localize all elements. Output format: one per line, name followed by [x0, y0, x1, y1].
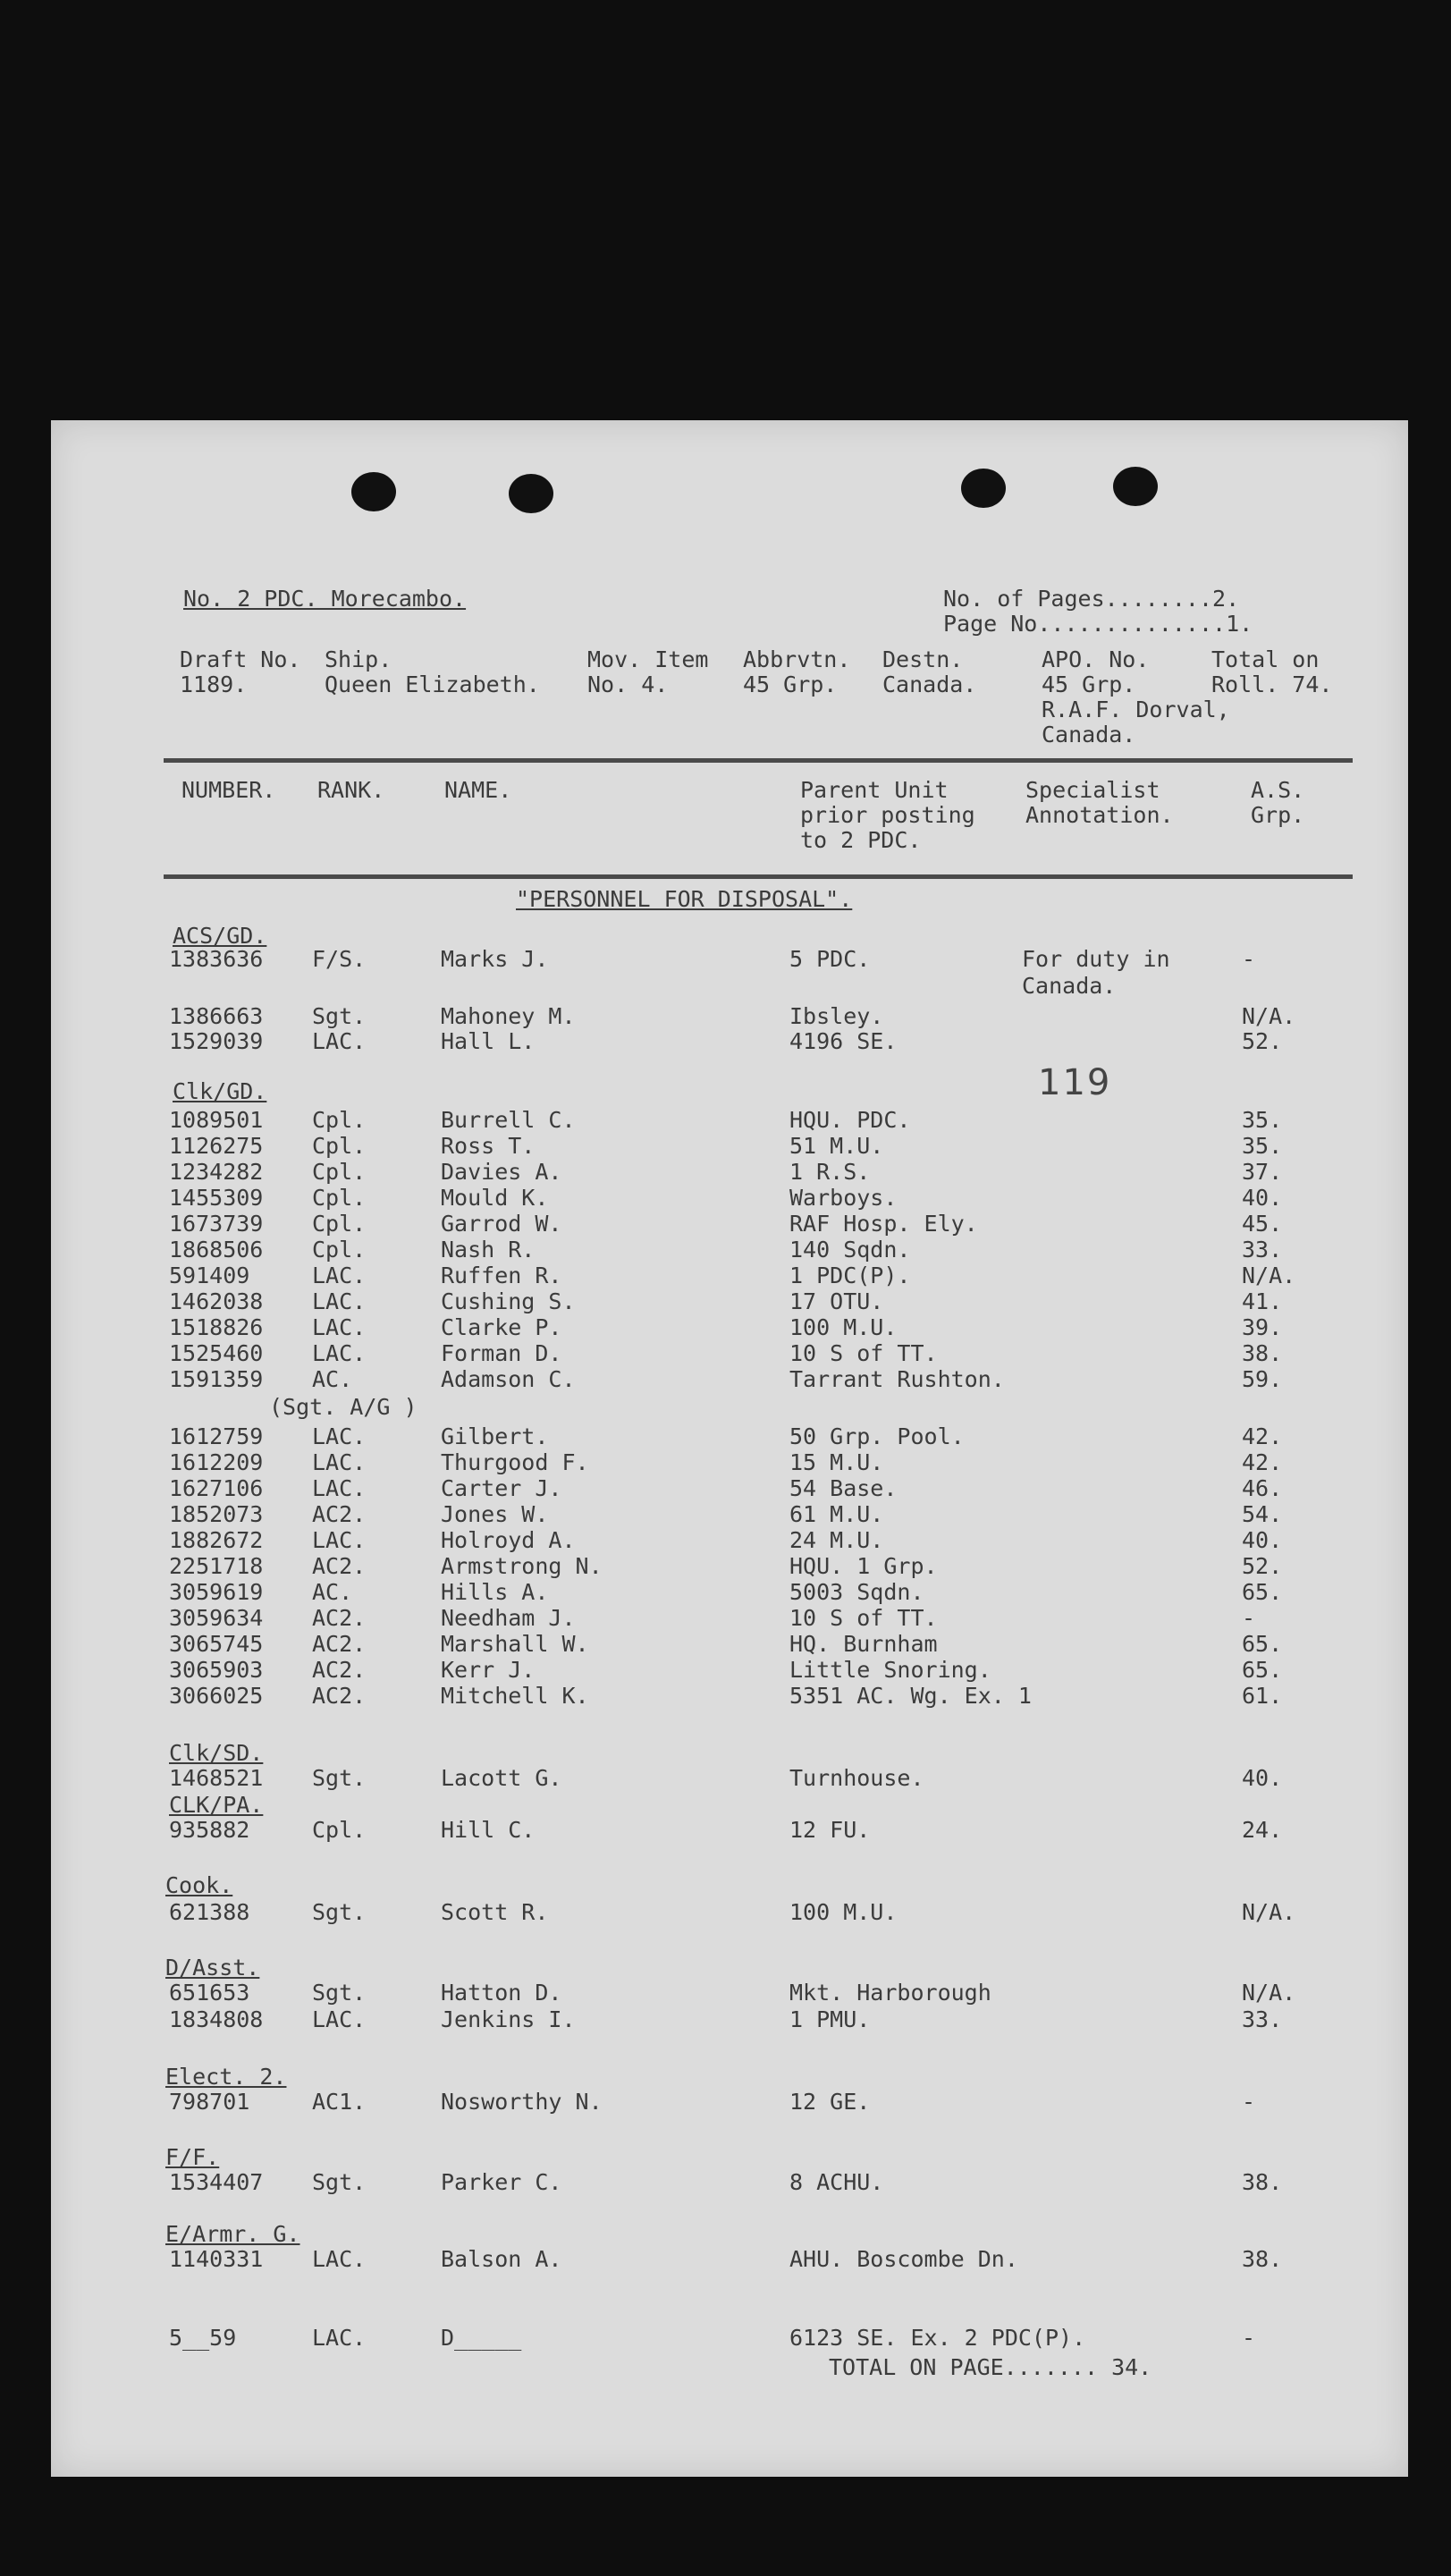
cell-grp: N/A. — [1242, 1980, 1296, 2006]
cell-number: 1468521 — [169, 1765, 264, 1791]
col-grp-1: A.S. — [1251, 777, 1305, 803]
cell-name: Mahoney M. — [441, 1003, 576, 1029]
cell-number: 1591359 — [169, 1366, 264, 1392]
cell-number: 1852073 — [169, 1501, 264, 1527]
cell-unit: Little Snoring. — [789, 1657, 991, 1683]
cell-number: 1627106 — [169, 1475, 264, 1501]
cell-number: 651653 — [169, 1980, 250, 2006]
cell-grp: N/A. — [1242, 1899, 1296, 1925]
cell-name: Lacott G. — [441, 1765, 562, 1791]
table-row — [51, 1980, 1408, 2006]
cell-grp: 54. — [1242, 1501, 1283, 1527]
cell-rank: LAC. — [312, 1314, 367, 1340]
cell-rank: AC2. — [312, 1683, 367, 1709]
header-rule — [164, 758, 1353, 763]
cell-grp: 38. — [1242, 2246, 1283, 2272]
cell-number: 1383636 — [169, 946, 264, 972]
cell-unit: Warboys. — [789, 1185, 898, 1211]
cell-grp: 65. — [1242, 1579, 1283, 1605]
cell-grp: 45. — [1242, 1211, 1283, 1237]
cell-unit: 17 OTU. — [789, 1288, 884, 1314]
cell-grp: N/A. — [1242, 1263, 1296, 1288]
ship-label: Ship. — [325, 646, 392, 672]
table-row — [51, 2169, 1408, 2195]
cell-grp: 59. — [1242, 1366, 1283, 1392]
cell-rank: F/S. — [312, 946, 367, 972]
cell-grp: 35. — [1242, 1133, 1283, 1159]
cell-name: Hills A. — [441, 1579, 549, 1605]
dest-value: Canada. — [882, 671, 977, 697]
cell-unit: RAF Hosp. Ely. — [789, 1211, 978, 1237]
trade-clk-gd: Clk/GD. — [173, 1078, 267, 1104]
cell-grp: 52. — [1242, 1553, 1283, 1579]
cell-grp: 38. — [1242, 2169, 1283, 2195]
abbr-label: Abbrvtn. — [743, 646, 851, 672]
cell-grp: 33. — [1242, 2006, 1283, 2032]
cell-unit: 4196 SE. — [789, 1028, 898, 1054]
cell-unit: 5003 Sqdn. — [789, 1579, 924, 1605]
cell-grp: 42. — [1242, 1449, 1283, 1475]
cell-unit: 1 PDC(P). — [789, 1263, 911, 1288]
cell-spec: For duty in — [1022, 946, 1170, 972]
table-row — [51, 1899, 1408, 1925]
cell-name: Davies A. — [441, 1159, 562, 1185]
cell-name: Parker C. — [441, 2169, 562, 2195]
cell-unit: 1 PMU. — [789, 2006, 871, 2032]
cell-rank: LAC. — [312, 1263, 367, 1288]
cell-name: Adamson C. — [441, 1366, 576, 1392]
cell-unit: 100 M.U. — [789, 1314, 898, 1340]
cell-grp: 24. — [1242, 1817, 1283, 1843]
cell-unit: 54 Base. — [789, 1475, 898, 1501]
table-row — [51, 2006, 1408, 2032]
cell-rank: Cpl. — [312, 1817, 367, 1843]
apo-value-1: 45 Grp. — [1042, 671, 1136, 697]
table-row — [51, 1527, 1408, 1553]
cell-unit: 5351 AC. Wg. Ex. 1 — [789, 1683, 1032, 1709]
cell-number: 1882672 — [169, 1527, 264, 1553]
pages-count: No. of Pages........2. — [943, 586, 1240, 612]
cell-rank: AC2. — [312, 1657, 367, 1683]
table-row — [51, 1288, 1408, 1314]
unit-title: No. 2 PDC. Morecambo. — [183, 586, 467, 612]
cell-name: Armstrong N. — [441, 1553, 603, 1579]
cell-rank: AC2. — [312, 1631, 367, 1657]
cell-number: 2251718 — [169, 1553, 264, 1579]
page-total: TOTAL ON PAGE....... 34. — [829, 2354, 1152, 2380]
cell-grp: 37. — [1242, 1159, 1283, 1185]
cell-unit: 140 Sqdn. — [789, 1237, 911, 1263]
apo-label: APO. No. — [1042, 646, 1150, 672]
cell-grp: 39. — [1242, 1314, 1283, 1340]
cell-rank: AC1. — [312, 2089, 367, 2115]
cell-rank: LAC. — [312, 1423, 367, 1449]
table-row — [51, 1605, 1408, 1631]
cell-rank: LAC. — [312, 2246, 367, 2272]
cell-number: 1834808 — [169, 2006, 264, 2032]
trade-ff: F/F. — [165, 2144, 220, 2170]
cell-number: 1462038 — [169, 1288, 264, 1314]
cell-name: Jenkins I. — [441, 2006, 576, 2032]
table-row — [51, 2246, 1408, 2272]
table-row — [51, 1185, 1408, 1211]
punch-hole-3 — [961, 469, 1006, 508]
cell-rank: Sgt. — [312, 1003, 367, 1029]
cell-rank: LAC. — [312, 1028, 367, 1054]
cell-unit: 51 M.U. — [789, 1133, 884, 1159]
cell-name: Hatton D. — [441, 1980, 562, 2006]
cell-rank: AC. — [312, 1366, 353, 1392]
cell-rank: Cpl. — [312, 1185, 367, 1211]
mov-value: No. 4. — [587, 671, 669, 697]
table-row — [51, 1211, 1408, 1237]
cell-name: Kerr J. — [441, 1657, 536, 1683]
table-row — [51, 1028, 1408, 1054]
col-spec-2: Annotation. — [1025, 802, 1174, 828]
cell-name: Nash R. — [441, 1237, 536, 1263]
total-value: Roll. 74. — [1211, 671, 1333, 697]
cell-rank: Cpl. — [312, 1237, 367, 1263]
cell-rank: LAC. — [312, 1449, 367, 1475]
col-spec-1: Specialist — [1025, 777, 1160, 803]
draft-label: Draft No. — [180, 646, 301, 672]
col-unit-1: Parent Unit — [800, 777, 949, 803]
cell-grp: 42. — [1242, 1423, 1283, 1449]
cell-grp: - — [1242, 946, 1256, 972]
cell-unit: HQ. Burnham — [789, 1631, 938, 1657]
cell-rank: AC. — [312, 1579, 353, 1605]
cell-name: Mitchell K. — [441, 1683, 589, 1709]
table-row — [51, 1765, 1408, 1791]
cell-number: 5__59 — [169, 2325, 237, 2351]
cell-number: 591409 — [169, 1263, 250, 1288]
cell-unit: 15 M.U. — [789, 1449, 884, 1475]
abbr-value: 45 Grp. — [743, 671, 838, 697]
table-row — [51, 2325, 1408, 2351]
cell-number: 1612759 — [169, 1423, 264, 1449]
table-row — [51, 1657, 1408, 1683]
section-title: "PERSONNEL FOR DISPOSAL". — [516, 886, 853, 912]
cell-grp: 33. — [1242, 1237, 1283, 1263]
draft-value: 1189. — [180, 671, 248, 697]
cell-unit: Ibsley. — [789, 1003, 884, 1029]
cell-unit: 100 M.U. — [789, 1899, 898, 1925]
cell-name: Hill C. — [441, 1817, 536, 1843]
cell-number: 1612209 — [169, 1449, 264, 1475]
cell-rank: Cpl. — [312, 1133, 367, 1159]
cell-grp: 38. — [1242, 1340, 1283, 1366]
cell-unit: Mkt. Harborough — [789, 1980, 991, 2006]
cell-rank: Cpl. — [312, 1211, 367, 1237]
cell-grp: - — [1242, 1605, 1256, 1631]
cell-unit: 5 PDC. — [789, 946, 871, 972]
punch-hole-4 — [1113, 467, 1158, 506]
cell-grp: 40. — [1242, 1185, 1283, 1211]
cell-rank: Cpl. — [312, 1159, 367, 1185]
cell-number: 1234282 — [169, 1159, 264, 1185]
cell-name: D_____ — [441, 2325, 522, 2351]
cell-number: 3059619 — [169, 1579, 264, 1605]
cell-unit: 8 ACHU. — [789, 2169, 884, 2195]
cell-rank: Sgt. — [312, 2169, 367, 2195]
document-page — [51, 420, 1408, 2477]
cell-name: Mould K. — [441, 1185, 549, 1211]
cell-number: 935882 — [169, 1817, 250, 1843]
ship-value: Queen Elizabeth. — [325, 671, 540, 697]
col-unit-2: prior posting — [800, 802, 975, 828]
cell-spec-cont: Canada. — [1022, 973, 1117, 999]
table-row-cont — [51, 973, 1408, 999]
table-row — [51, 1340, 1408, 1366]
cell-grp: 46. — [1242, 1475, 1283, 1501]
cell-unit: 10 S of TT. — [789, 1340, 938, 1366]
table-row — [51, 1237, 1408, 1263]
cell-rank: LAC. — [312, 2006, 367, 2032]
dest-label: Destn. — [882, 646, 964, 672]
cell-rank: LAC. — [312, 1288, 367, 1314]
page-number: Page No..............1. — [943, 611, 1253, 637]
table-row — [51, 1133, 1408, 1159]
cell-number: 3065903 — [169, 1657, 264, 1683]
cell-grp: - — [1242, 2325, 1256, 2351]
cell-rank: LAC. — [312, 2325, 367, 2351]
stamp-number: 119 — [1038, 1062, 1112, 1103]
punch-hole-2 — [509, 474, 553, 513]
cell-rank: LAC. — [312, 1475, 367, 1501]
table-row — [51, 1579, 1408, 1605]
trade-elect: Elect. 2. — [165, 2064, 287, 2090]
cell-name: Needham J. — [441, 1605, 576, 1631]
cell-name: Carter J. — [441, 1475, 562, 1501]
cell-number: 1868506 — [169, 1237, 264, 1263]
trade-d-asst: D/Asst. — [165, 1955, 260, 1981]
cell-grp: 52. — [1242, 1028, 1283, 1054]
cell-unit: Tarrant Rushton. — [789, 1366, 1005, 1392]
cell-rank: AC2. — [312, 1605, 367, 1631]
cell-number: 1529039 — [169, 1028, 264, 1054]
cell-name: Hall L. — [441, 1028, 536, 1054]
trade-acs-gd: ACS/GD. — [173, 923, 267, 949]
cell-unit: 61 M.U. — [789, 1501, 884, 1527]
sgt-ag-note: (Sgt. A/G ) — [269, 1394, 418, 1420]
cell-unit: AHU. Boscombe Dn. — [789, 2246, 1018, 2272]
cell-unit: 1 R.S. — [789, 1159, 871, 1185]
cell-unit: 12 GE. — [789, 2089, 871, 2115]
cell-number: 798701 — [169, 2089, 250, 2115]
cell-name: Marshall W. — [441, 1631, 589, 1657]
cell-number: 1386663 — [169, 1003, 264, 1029]
cell-name: Gilbert. — [441, 1423, 549, 1449]
cell-number: 621388 — [169, 1899, 250, 1925]
cell-grp: N/A. — [1242, 1003, 1296, 1029]
cell-name: Ruffen R. — [441, 1263, 562, 1288]
cell-name: Burrell C. — [441, 1107, 576, 1133]
cell-rank: AC2. — [312, 1553, 367, 1579]
column-rule — [164, 874, 1353, 879]
cell-number: 3059634 — [169, 1605, 264, 1631]
col-grp-2: Grp. — [1251, 802, 1305, 828]
cell-name: Ross T. — [441, 1133, 536, 1159]
cell-grp: 65. — [1242, 1657, 1283, 1683]
table-row — [51, 1501, 1408, 1527]
trade-e-armr: E/Armr. G. — [165, 2221, 300, 2247]
table-row — [51, 1817, 1408, 1843]
cell-name: Jones W. — [441, 1501, 549, 1527]
trade-clk-pa: CLK/PA. — [169, 1792, 264, 1818]
cell-rank: Sgt. — [312, 1899, 367, 1925]
apo-value-2: R.A.F. Dorval, — [1042, 697, 1230, 722]
cell-rank: Cpl. — [312, 1107, 367, 1133]
cell-grp: 61. — [1242, 1683, 1283, 1709]
mov-label: Mov. Item — [587, 646, 709, 672]
col-number: NUMBER. — [181, 777, 276, 803]
table-row — [51, 1553, 1408, 1579]
cell-number: 1089501 — [169, 1107, 264, 1133]
cell-unit: 12 FU. — [789, 1817, 871, 1843]
cell-number: 1518826 — [169, 1314, 264, 1340]
cell-name: Scott R. — [441, 1899, 549, 1925]
cell-name: Nosworthy N. — [441, 2089, 603, 2115]
table-row — [51, 1263, 1408, 1288]
cell-name: Holroyd A. — [441, 1527, 576, 1553]
punch-hole-1 — [351, 472, 396, 511]
cell-unit: Turnhouse. — [789, 1765, 924, 1791]
table-row — [51, 1366, 1408, 1392]
cell-number: 3065745 — [169, 1631, 264, 1657]
cell-grp: 40. — [1242, 1527, 1283, 1553]
table-row — [51, 1449, 1408, 1475]
cell-number: 3066025 — [169, 1683, 264, 1709]
cell-name: Forman D. — [441, 1340, 562, 1366]
cell-unit: HQU. 1 Grp. — [789, 1553, 938, 1579]
cell-unit: 6123 SE. Ex. 2 PDC(P). — [789, 2325, 1086, 2351]
cell-name: Thurgood F. — [441, 1449, 589, 1475]
table-row — [51, 1159, 1408, 1185]
cell-rank: AC2. — [312, 1501, 367, 1527]
cell-grp: 65. — [1242, 1631, 1283, 1657]
cell-name: Marks J. — [441, 946, 549, 972]
cell-number: 1126275 — [169, 1133, 264, 1159]
cell-rank: LAC. — [312, 1527, 367, 1553]
cell-number: 1525460 — [169, 1340, 264, 1366]
total-label: Total on — [1211, 646, 1320, 672]
cell-unit: 50 Grp. Pool. — [789, 1423, 965, 1449]
table-row — [51, 1107, 1408, 1133]
table-row — [51, 1314, 1408, 1340]
cell-number: 1140331 — [169, 2246, 264, 2272]
cell-name: Balson A. — [441, 2246, 562, 2272]
table-row — [51, 946, 1408, 972]
table-row — [51, 1003, 1408, 1029]
col-name: NAME. — [444, 777, 512, 803]
cell-name: Clarke P. — [441, 1314, 562, 1340]
trade-clk-sd: Clk/SD. — [169, 1740, 264, 1766]
col-unit-3: to 2 PDC. — [800, 827, 922, 853]
cell-number: 1534407 — [169, 2169, 264, 2195]
cell-grp: 35. — [1242, 1107, 1283, 1133]
cell-unit: 24 M.U. — [789, 1527, 884, 1553]
cell-name: Garrod W. — [441, 1211, 562, 1237]
cell-number: 1455309 — [169, 1185, 264, 1211]
cell-grp: 41. — [1242, 1288, 1283, 1314]
cell-grp: 40. — [1242, 1765, 1283, 1791]
table-row — [51, 1423, 1408, 1449]
cell-grp: - — [1242, 2089, 1256, 2115]
trade-cook: Cook. — [165, 1872, 233, 1898]
cell-unit: HQU. PDC. — [789, 1107, 911, 1133]
cell-unit: 10 S of TT. — [789, 1605, 938, 1631]
table-row — [51, 1683, 1408, 1709]
table-row — [51, 1475, 1408, 1501]
table-row — [51, 1631, 1408, 1657]
col-rank: RANK. — [317, 777, 385, 803]
table-row — [51, 2089, 1408, 2115]
cell-rank: Sgt. — [312, 1765, 367, 1791]
cell-name: Cushing S. — [441, 1288, 576, 1314]
cell-rank: Sgt. — [312, 1980, 367, 2006]
apo-value-3: Canada. — [1042, 722, 1136, 747]
cell-number: 1673739 — [169, 1211, 264, 1237]
cell-rank: LAC. — [312, 1340, 367, 1366]
